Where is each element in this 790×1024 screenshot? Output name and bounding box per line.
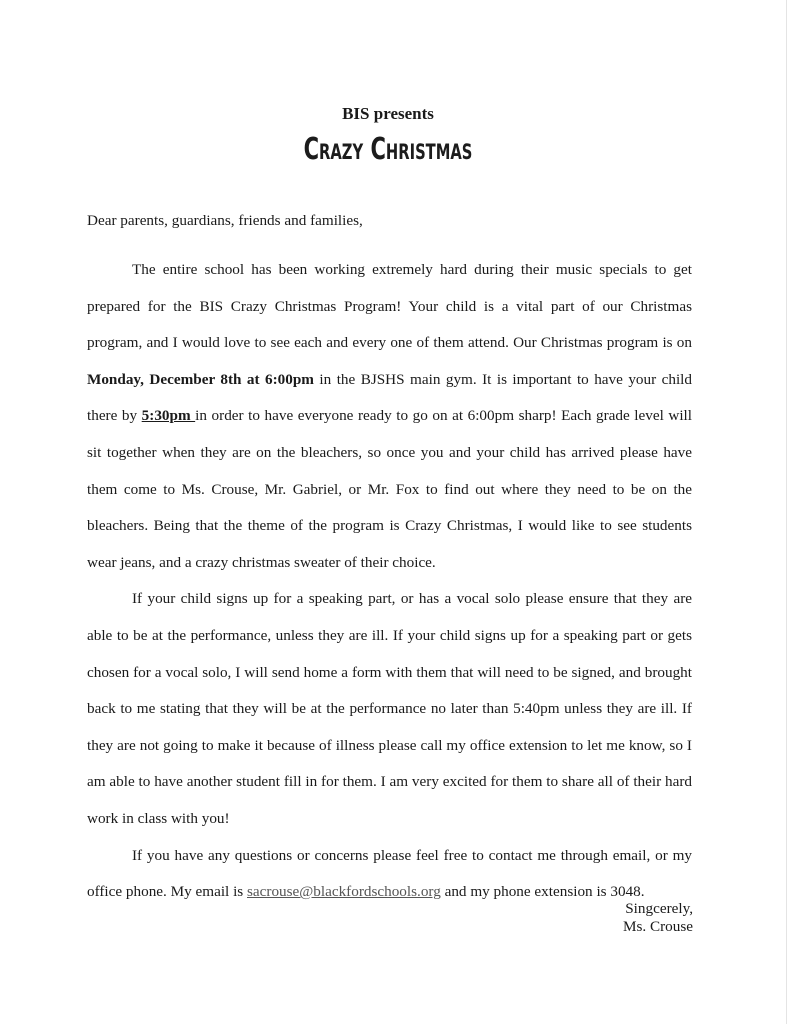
paragraph-contact [87, 838, 692, 911]
presents-heading: BIS presents [342, 104, 434, 123]
program-title: Crazy Christmas [303, 132, 473, 167]
paragraph3-text-b: and my phone extension is 3048. [440, 883, 645, 901]
page-edge-divider [786, 0, 787, 1024]
greeting: Dear parents, guardians, friends and families, [87, 212, 363, 229]
signer-name: Ms. Crouse [622, 918, 693, 935]
email-link[interactable]: sacrouse@blackfordschools.org [247, 883, 441, 901]
paragraph-program-details [87, 252, 692, 581]
signature-block [623, 900, 693, 936]
paragraph1-text-c: in order to have everyone ready to go on at 6:00pm sharp! Each grade level will sit together when they are on the bleachers, so once you and your child has arrived please have them come to Ms. Crouse, Mr. Gabriel, or Mr. Fox to find out where they need to be on the bleachers. Being that the theme of the program is Crazy Christmas, I would like to see students wear jeans, and a crazy christmas sweater of their choice. [87, 407, 692, 571]
paragraph1-text-a: The entire school has been working extremely hard during their music specials to get prepared for the BIS Crazy Christmas Program! Your child is a vital part of our Christmas program, and I would love to see each and every one of them attend. Our Christmas program is on [87, 261, 692, 352]
paragraph3-text-a: If you have any questions or concerns please feel free to contact me through email, or my office phone. My email is [87, 846, 692, 901]
program-date-time: Monday, December 8th at 6:00pm [87, 370, 314, 388]
arrival-time: 5:30pm [141, 407, 196, 425]
paragraph-speaking-parts: If your child signs up for a speaking part, or has a vocal solo please ensure that they are able to be at the performance, unless they are ill. If your child signs up for a speaking part or gets chosen for a vocal solo, I will send home a form with them that will need to be signed, and brought back to me stating that they will be at the performance no later than 5:40pm unless they are ill. If they are not going to make it because of illness please call my office extension to let me know, so I am able to have another student fill in for them. I am very excited for them to share all of their hard work in class with you! [87, 590, 692, 827]
closing: Singcerely, [625, 900, 693, 917]
letter-body [87, 252, 692, 911]
paragraph1-text-b: in the BJSHS main gym. It is important to have your child there by [87, 370, 692, 425]
